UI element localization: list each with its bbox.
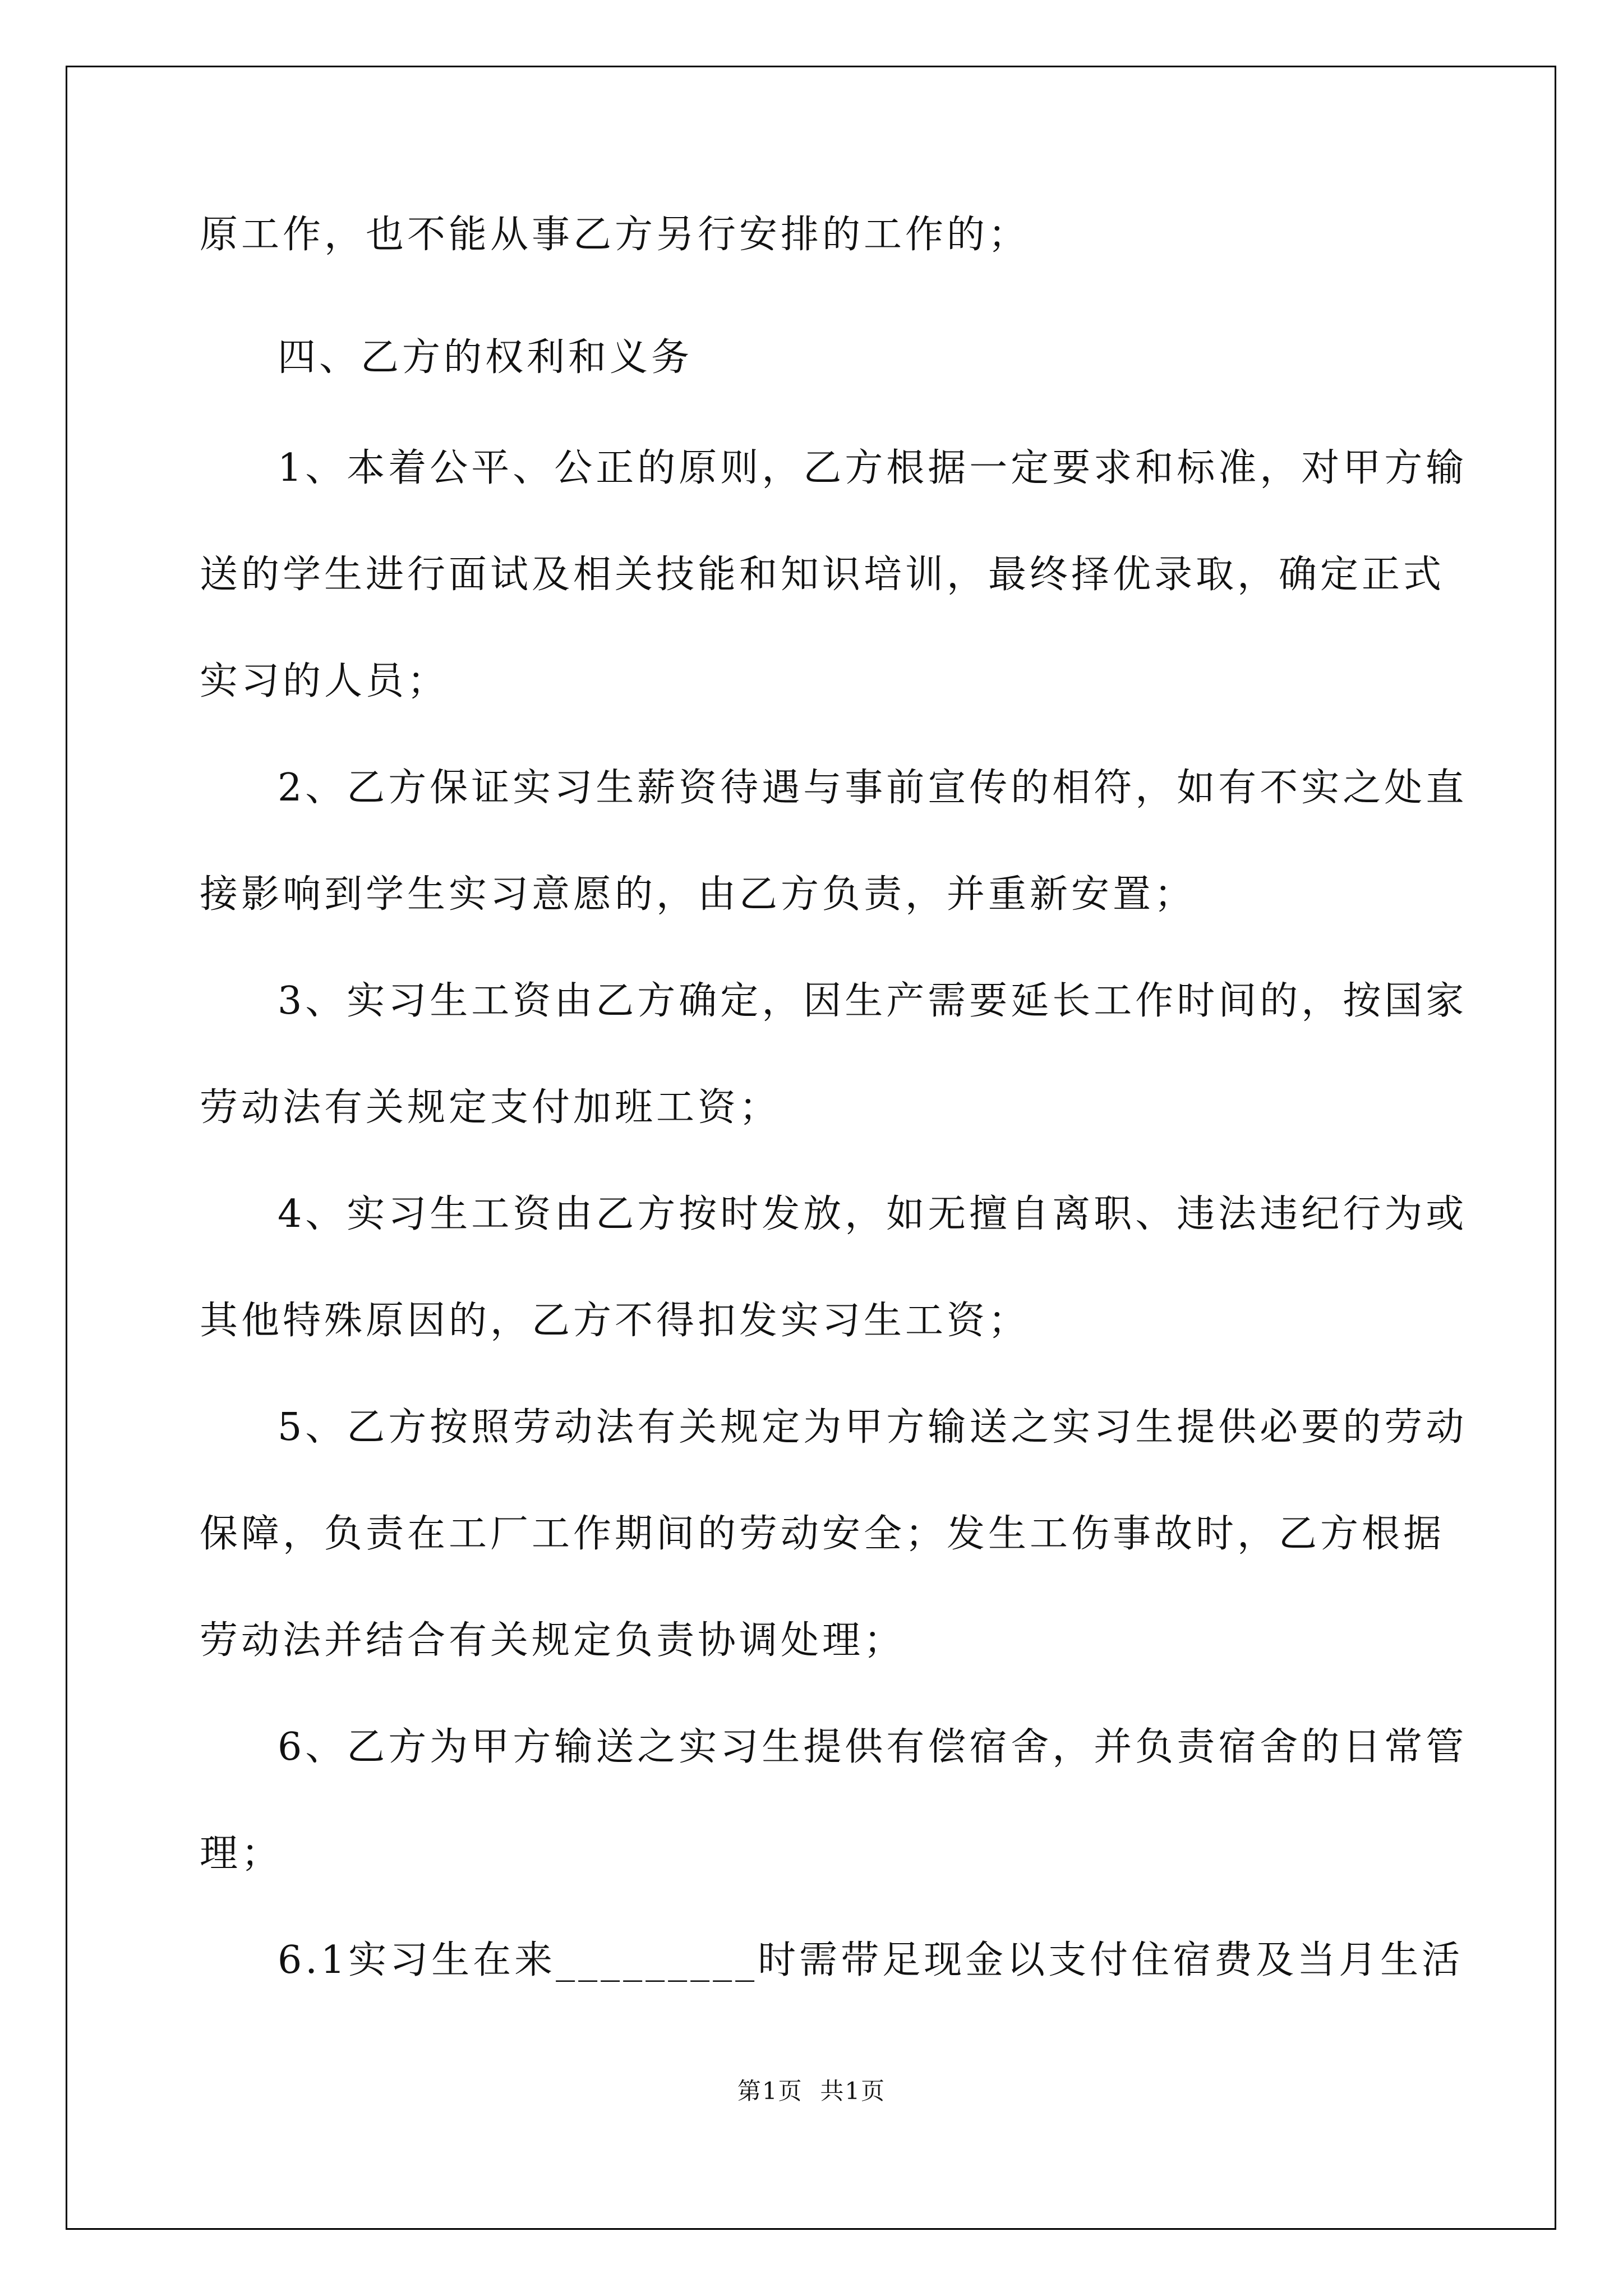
text-line: 2、乙方保证实习生薪资待遇与事前宣传的相符，如有不实之处直	[278, 766, 1468, 810]
text-line: 原工作，也不能从事乙方另行安排的工作的；	[200, 213, 1030, 257]
text-line: 3、实习生工资由乙方确定，因生产需要延长工作时间的，按国家	[278, 979, 1468, 1023]
text-line: 6、乙方为甲方输送之实习生提供有偿宿舍，并负责宿舍的日常管	[278, 1725, 1468, 1769]
text-line: 实习的人员；	[200, 659, 449, 703]
section-heading: 四、乙方的权利和义务	[278, 335, 693, 380]
text-line: 接影响到学生实习意愿的，由乙方负责，并重新安置；	[200, 872, 1196, 917]
text-line: 理；	[200, 1832, 283, 1876]
text-line: 5、乙方按照劳动法有关规定为甲方输送之实习生提供必要的劳动	[278, 1405, 1468, 1450]
page-border	[66, 66, 1556, 2230]
text-line: 劳动法有关规定支付加班工资；	[200, 1085, 781, 1130]
page-footer: 第1页 共1页	[737, 2077, 886, 2105]
text-line: 劳动法并结合有关规定负责协调处理；	[200, 1618, 906, 1663]
text-line: 4、实习生工资由乙方按时发放，如无擅自离职、违法违纪行为或	[278, 1192, 1468, 1236]
text-line: 1、本着公平、公正的原则，乙方根据一定要求和标准，对甲方输	[278, 446, 1468, 490]
text-line: 送的学生进行面试及相关技能和知识培训，最终择优录取，确定正式	[200, 553, 1445, 597]
text-line: 其他特殊原因的，乙方不得扣发实习生工资；	[200, 1299, 1030, 1343]
text-line: 保障，负责在工厂工作期间的劳动安全；发生工伤事故时，乙方根据	[200, 1512, 1445, 1556]
text-line: 6.1实习生在来_________时需带足现金以支付住宿费及当月生活	[278, 1938, 1464, 1982]
